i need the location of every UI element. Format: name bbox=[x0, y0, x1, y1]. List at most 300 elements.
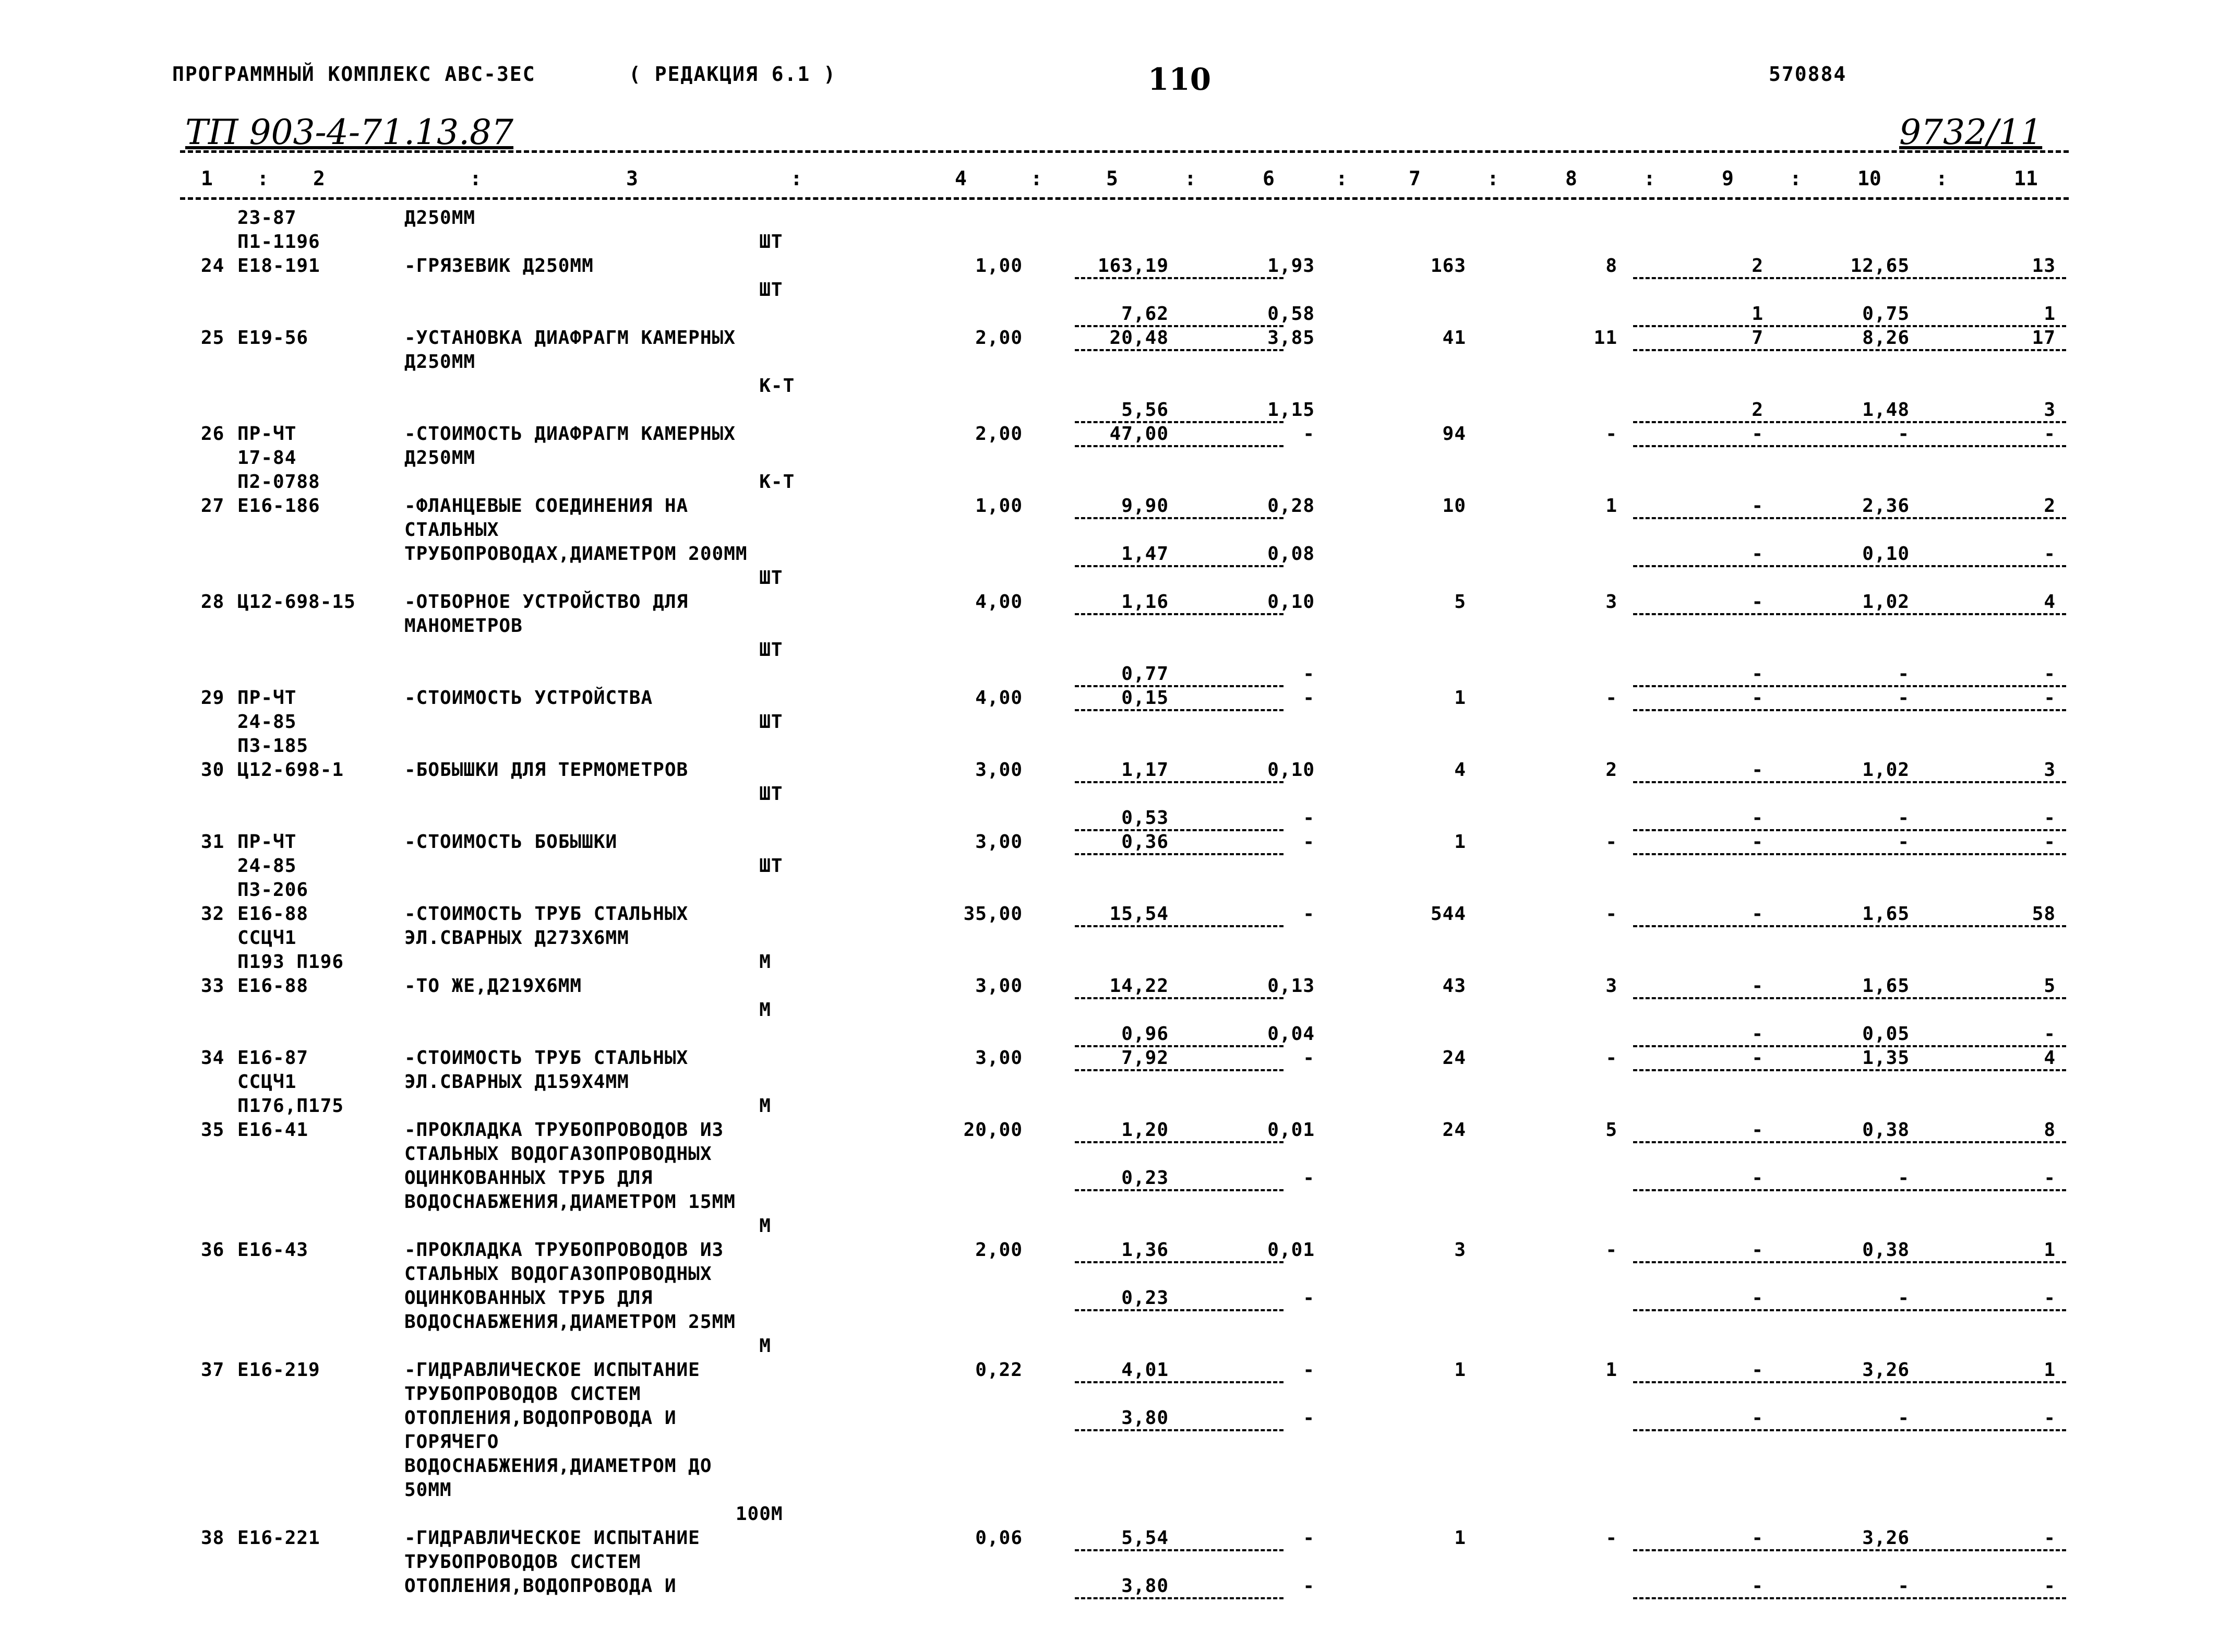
column-header-8: 8 bbox=[1565, 167, 1577, 190]
table-row bbox=[0, 638, 2219, 662]
cell-col-6: 0,01 bbox=[1267, 1119, 1315, 1141]
cell-col-6: - bbox=[1303, 1407, 1315, 1429]
cell-col-1: 38 bbox=[201, 1527, 225, 1549]
table-row bbox=[0, 830, 2219, 854]
cell-col-5: 20,48 bbox=[1109, 327, 1169, 349]
cell-col-10: - bbox=[1898, 687, 1910, 709]
cell-col-2: Ц12-698-15 bbox=[237, 591, 356, 613]
cell-col-5: 7,92 bbox=[1121, 1047, 1169, 1069]
cell-col-3: М bbox=[404, 999, 771, 1021]
cell-col-3: -ТО ЖЕ,Д219Х6ММ bbox=[404, 975, 582, 997]
cell-col-9: - bbox=[1752, 1167, 1764, 1189]
cell-col-10: - bbox=[1898, 1407, 1910, 1429]
column-header-11: 11 bbox=[2014, 167, 2038, 190]
cell-col-9: - bbox=[1752, 1023, 1764, 1045]
cell-col-5: 163,19 bbox=[1097, 255, 1169, 277]
column-header-10: 10 bbox=[1857, 167, 1881, 190]
cell-col-2: Е18-191 bbox=[237, 255, 320, 277]
cell-col-11: - bbox=[2044, 1407, 2056, 1429]
table-row bbox=[0, 1406, 2219, 1430]
cell-col-4: 20,00 bbox=[963, 1119, 1023, 1141]
cell-col-11: 1 bbox=[2044, 1239, 2056, 1261]
program-name: ПРОГРАММНЫЙ КОМПЛЕКС АВС-3ЕС bbox=[172, 63, 536, 86]
cell-col-3: ШТ bbox=[404, 783, 783, 805]
cell-col-7: 41 bbox=[1442, 327, 1466, 349]
cell-col-9: - bbox=[1752, 1407, 1764, 1429]
cell-col-10: - bbox=[1898, 663, 1910, 685]
table-row bbox=[0, 1382, 2219, 1406]
cell-col-5: 1,17 bbox=[1121, 759, 1169, 781]
cell-col-4: 0,06 bbox=[975, 1527, 1023, 1549]
cell-col-5: 5,56 bbox=[1121, 399, 1169, 421]
cell-col-6: - bbox=[1303, 1575, 1315, 1597]
table-row bbox=[0, 782, 2219, 806]
cell-col-11: - bbox=[2044, 1287, 2056, 1309]
cell-col-4: 2,00 bbox=[975, 327, 1023, 349]
cell-col-7: 4 bbox=[1454, 759, 1466, 781]
cell-col-6: 0,28 bbox=[1267, 495, 1315, 517]
cell-col-11: 17 bbox=[2032, 327, 2056, 349]
column-header-2: 2 bbox=[313, 167, 325, 190]
cell-col-9: 2 bbox=[1752, 255, 1764, 277]
cell-col-5: 15,54 bbox=[1109, 903, 1169, 925]
cell-col-4: 2,00 bbox=[975, 1239, 1023, 1261]
cell-col-4: 3,00 bbox=[975, 831, 1023, 853]
cell-col-2: П2-0788 bbox=[237, 471, 320, 493]
cell-col-11: - bbox=[2044, 423, 2056, 445]
cell-col-2: Е16-43 bbox=[237, 1239, 309, 1261]
column-header-row bbox=[0, 167, 2219, 193]
cell-col-10: - bbox=[1898, 1287, 1910, 1309]
table-row bbox=[0, 902, 2219, 926]
cell-col-1: 24 bbox=[201, 255, 225, 277]
cell-col-1: 29 bbox=[201, 687, 225, 709]
cell-col-2: 17-84 bbox=[237, 447, 297, 469]
cell-col-2: ССЦЧ1 bbox=[237, 1071, 297, 1093]
cell-col-1: 27 bbox=[201, 495, 225, 517]
table-row bbox=[0, 1502, 2219, 1526]
cell-col-5: 1,20 bbox=[1121, 1119, 1169, 1141]
cell-col-2: Е16-221 bbox=[237, 1527, 320, 1549]
cell-col-11: - bbox=[2044, 543, 2056, 565]
cell-col-10: - bbox=[1898, 1167, 1910, 1189]
cell-col-1: 34 bbox=[201, 1047, 225, 1069]
cell-col-9: - bbox=[1752, 1119, 1764, 1141]
cell-col-5: 14,22 bbox=[1109, 975, 1169, 997]
cell-col-10: 0,75 bbox=[1862, 303, 1910, 325]
table-row bbox=[0, 1094, 2219, 1118]
table-row bbox=[0, 542, 2219, 566]
table-row bbox=[0, 1550, 2219, 1574]
cell-col-3: -УСТАНОВКА ДИАФРАГМ КАМЕРНЫХ bbox=[404, 327, 736, 349]
table-row bbox=[0, 1238, 2219, 1262]
cell-col-10: - bbox=[1898, 807, 1910, 829]
cell-col-7: 24 bbox=[1442, 1047, 1466, 1069]
document-code: 570884 bbox=[1769, 63, 1847, 86]
cell-col-2: ПР-ЧТ bbox=[237, 423, 297, 445]
table-row bbox=[0, 566, 2219, 590]
cell-col-2: ПР-ЧТ bbox=[237, 687, 297, 709]
cell-col-4: 1,00 bbox=[975, 495, 1023, 517]
cell-col-4: 0,22 bbox=[975, 1359, 1023, 1381]
cell-col-7: 43 bbox=[1442, 975, 1466, 997]
cell-col-8: 3 bbox=[1605, 591, 1617, 613]
cell-col-3: ШТ bbox=[404, 711, 783, 733]
cell-col-3: -ГРЯЗЕВИК Д250ММ bbox=[404, 255, 594, 277]
cell-col-9: - bbox=[1752, 495, 1764, 517]
cell-col-3: 100М bbox=[404, 1503, 783, 1525]
cell-col-9: - bbox=[1752, 831, 1764, 853]
table-row bbox=[0, 278, 2219, 302]
cell-col-3: ОЦИНКОВАННЫХ ТРУБ ДЛЯ bbox=[404, 1167, 653, 1189]
cell-col-10: 1,48 bbox=[1862, 399, 1910, 421]
table-row bbox=[0, 206, 2219, 230]
cell-col-3: М bbox=[404, 1335, 771, 1357]
table-row bbox=[0, 950, 2219, 974]
table-row bbox=[0, 1334, 2219, 1358]
column-header-6: 6 bbox=[1263, 167, 1275, 190]
table-row bbox=[0, 230, 2219, 254]
cell-col-3: ОЦИНКОВАННЫХ ТРУБ ДЛЯ bbox=[404, 1287, 653, 1309]
table-row bbox=[0, 1046, 2219, 1070]
column-separator: : bbox=[257, 167, 269, 190]
cell-col-5: 0,96 bbox=[1121, 1023, 1169, 1045]
column-separator: : bbox=[1936, 167, 1948, 190]
cell-col-3: 50ММ bbox=[404, 1479, 452, 1501]
cell-col-2: 24-85 bbox=[237, 855, 297, 877]
cell-col-9: - bbox=[1752, 1575, 1764, 1597]
cell-col-9: - bbox=[1752, 663, 1764, 685]
cell-col-5: 3,80 bbox=[1121, 1575, 1169, 1597]
cell-col-1: 31 bbox=[201, 831, 225, 853]
table-row bbox=[0, 326, 2219, 350]
table-row bbox=[0, 1574, 2219, 1598]
cell-col-9: - bbox=[1752, 1047, 1764, 1069]
cell-col-5: 1,36 bbox=[1121, 1239, 1169, 1261]
cell-col-3: Д250ММ bbox=[404, 351, 476, 373]
cell-col-11: 1 bbox=[2044, 1359, 2056, 1381]
cell-col-11: - bbox=[2044, 1575, 2056, 1597]
cell-col-10: 2,36 bbox=[1862, 495, 1910, 517]
cell-col-5: 4,01 bbox=[1121, 1359, 1169, 1381]
cell-col-5: 0,23 bbox=[1121, 1167, 1169, 1189]
cell-col-2: П1-1196 bbox=[237, 231, 320, 253]
column-header-7: 7 bbox=[1409, 167, 1421, 190]
cell-col-6: 1,93 bbox=[1267, 255, 1315, 277]
table-row bbox=[0, 662, 2219, 686]
cell-col-9: - bbox=[1752, 1239, 1764, 1261]
cell-col-3: -ПРОКЛАДКА ТРУБОПРОВОДОВ ИЗ bbox=[404, 1239, 724, 1261]
cell-col-7: 5 bbox=[1454, 591, 1466, 613]
cell-col-3: ЭЛ.СВАРНЫХ Д273Х6ММ bbox=[404, 927, 629, 949]
table-row bbox=[0, 806, 2219, 830]
cell-col-8: - bbox=[1605, 423, 1617, 445]
table-row bbox=[0, 878, 2219, 902]
table-row bbox=[0, 1430, 2219, 1454]
cell-col-6: 3,85 bbox=[1267, 327, 1315, 349]
column-separator: : bbox=[790, 167, 802, 190]
table-row bbox=[0, 1118, 2219, 1142]
cell-col-2: Е16-41 bbox=[237, 1119, 309, 1141]
cell-col-6: 0,13 bbox=[1267, 975, 1315, 997]
table-row bbox=[0, 590, 2219, 614]
cell-col-2: Е16-87 bbox=[237, 1047, 309, 1069]
cell-col-5: 0,77 bbox=[1121, 663, 1169, 685]
subtotal-dash bbox=[1633, 1597, 2066, 1599]
cell-col-3: -СТОИМОСТЬ ТРУБ СТАЛЬНЫХ bbox=[404, 1047, 689, 1069]
table-row bbox=[0, 446, 2219, 470]
cell-col-8: - bbox=[1605, 831, 1617, 853]
cell-col-4: 35,00 bbox=[963, 903, 1023, 925]
table-row bbox=[0, 614, 2219, 638]
cell-col-6: 0,01 bbox=[1267, 1239, 1315, 1261]
cell-col-6: - bbox=[1303, 1167, 1315, 1189]
cell-col-2: П176,П175 bbox=[237, 1095, 344, 1117]
table-row bbox=[0, 1262, 2219, 1286]
cell-col-5: 1,16 bbox=[1121, 591, 1169, 613]
column-header-4: 4 bbox=[955, 167, 967, 190]
cell-col-7: 1 bbox=[1454, 1359, 1466, 1381]
table-row bbox=[0, 1454, 2219, 1478]
table-row bbox=[0, 1070, 2219, 1094]
document-number-handwritten: 9732/11 bbox=[1899, 112, 2043, 152]
cell-col-11: - bbox=[2044, 1167, 2056, 1189]
cell-col-2: Е16-186 bbox=[237, 495, 320, 517]
cell-col-8: - bbox=[1605, 1527, 1617, 1549]
cell-col-7: 10 bbox=[1442, 495, 1466, 517]
cell-col-3: ТРУБОПРОВОДОВ СИСТЕМ bbox=[404, 1551, 641, 1573]
cell-col-8: 8 bbox=[1605, 255, 1617, 277]
cell-col-9: - bbox=[1752, 423, 1764, 445]
cell-col-1: 28 bbox=[201, 591, 225, 613]
table-row bbox=[0, 1166, 2219, 1190]
cell-col-6: - bbox=[1303, 1047, 1315, 1069]
cell-col-7: 1 bbox=[1454, 687, 1466, 709]
edition-label: ( РЕДАКЦИЯ 6.1 ) bbox=[629, 63, 837, 86]
column-header-5: 5 bbox=[1106, 167, 1118, 190]
cell-col-3: М bbox=[404, 951, 771, 973]
cell-col-3: СТАЛЬНЫХ bbox=[404, 519, 499, 541]
cell-col-2: Е16-88 bbox=[237, 975, 309, 997]
cell-col-6: - bbox=[1303, 663, 1315, 685]
cell-col-3: -ГИДРАВЛИЧЕСКОЕ ИСПЫТАНИЕ bbox=[404, 1527, 700, 1549]
cell-col-3: ШТ bbox=[404, 855, 783, 877]
table-row bbox=[0, 1478, 2219, 1502]
cell-col-10: - bbox=[1898, 423, 1910, 445]
cell-col-3: ЭЛ.СВАРНЫХ Д159Х4ММ bbox=[404, 1071, 629, 1093]
table-row bbox=[0, 854, 2219, 878]
table-row bbox=[0, 758, 2219, 782]
cell-col-7: 24 bbox=[1442, 1119, 1466, 1141]
column-separator: : bbox=[1030, 167, 1042, 190]
cell-col-3: -ГИДРАВЛИЧЕСКОЕ ИСПЫТАНИЕ bbox=[404, 1359, 700, 1381]
column-separator: : bbox=[1644, 167, 1656, 190]
cell-col-11: - bbox=[2044, 1023, 2056, 1045]
cell-col-1: 30 bbox=[201, 759, 225, 781]
cell-col-9: - bbox=[1752, 591, 1764, 613]
cell-col-3: К-Т bbox=[404, 471, 795, 493]
cell-col-4: 2,00 bbox=[975, 423, 1023, 445]
cell-col-9: - bbox=[1752, 903, 1764, 925]
cell-col-5: 0,53 bbox=[1121, 807, 1169, 829]
document-id-handwritten: ТП 903-4-71.13.87 bbox=[185, 112, 514, 152]
cell-col-11: 2 bbox=[2044, 495, 2056, 517]
cell-col-11: - bbox=[2044, 663, 2056, 685]
cell-col-10: 1,02 bbox=[1862, 591, 1910, 613]
table-row bbox=[0, 998, 2219, 1022]
cell-col-3: М bbox=[404, 1095, 771, 1117]
cell-col-11: - bbox=[2044, 807, 2056, 829]
cell-col-1: 33 bbox=[201, 975, 225, 997]
page-number: 110 bbox=[1148, 62, 1212, 97]
cell-col-2: Ц12-698-1 bbox=[237, 759, 344, 781]
cell-col-8: 1 bbox=[1605, 495, 1617, 517]
cell-col-5: 47,00 bbox=[1109, 423, 1169, 445]
cell-col-2: ПР-ЧТ bbox=[237, 831, 297, 853]
table-row bbox=[0, 1358, 2219, 1382]
cell-col-2: Е16-219 bbox=[237, 1359, 320, 1381]
cell-col-9: - bbox=[1752, 1359, 1764, 1381]
table-row bbox=[0, 518, 2219, 542]
table-row bbox=[0, 302, 2219, 326]
cell-col-11: 5 bbox=[2044, 975, 2056, 997]
cell-col-6: - bbox=[1303, 423, 1315, 445]
cell-col-4: 3,00 bbox=[975, 759, 1023, 781]
cell-col-3: ГОРЯЧЕГО bbox=[404, 1431, 499, 1453]
cell-col-3: Д250ММ bbox=[404, 207, 476, 229]
subtotal-dash bbox=[1075, 1597, 1284, 1599]
cell-col-1: 37 bbox=[201, 1359, 225, 1381]
cell-col-5: 7,62 bbox=[1121, 303, 1169, 325]
cell-col-3: СТАЛЬНЫХ ВОДОГАЗОПРОВОДНЫХ bbox=[404, 1263, 712, 1285]
column-separator: : bbox=[1487, 167, 1499, 190]
cell-col-10: 3,26 bbox=[1862, 1527, 1910, 1549]
cell-col-10: 1,35 bbox=[1862, 1047, 1910, 1069]
column-separator: : bbox=[470, 167, 482, 190]
cell-col-2: П3-185 bbox=[237, 735, 309, 757]
column-header-9: 9 bbox=[1722, 167, 1734, 190]
cell-col-3: -БОБЫШКИ ДЛЯ ТЕРМОМЕТРОВ bbox=[404, 759, 689, 781]
cell-col-3: ШТ bbox=[404, 639, 783, 661]
cell-col-6: - bbox=[1303, 1287, 1315, 1309]
cell-col-3: ВОДОСНАБЖЕНИЯ,ДИАМЕТРОМ ДО bbox=[404, 1455, 712, 1477]
cell-col-3: ТРУБОПРОВОДАХ,ДИАМЕТРОМ 200ММ bbox=[404, 543, 748, 565]
cell-col-6: 0,58 bbox=[1267, 303, 1315, 325]
cell-col-11: - bbox=[2044, 687, 2056, 709]
cell-col-11: 4 bbox=[2044, 591, 2056, 613]
cell-col-6: - bbox=[1303, 903, 1315, 925]
column-header-1: 1 bbox=[201, 167, 213, 190]
cell-col-3: М bbox=[404, 1215, 771, 1237]
cell-col-1: 25 bbox=[201, 327, 225, 349]
cell-col-2: 23-87 bbox=[237, 207, 297, 229]
table-row bbox=[0, 1214, 2219, 1238]
cell-col-10: 1,65 bbox=[1862, 903, 1910, 925]
table-row bbox=[0, 710, 2219, 734]
cell-col-3: -ОТБОРНОЕ УСТРОЙСТВО ДЛЯ bbox=[404, 591, 689, 613]
cell-col-11: 3 bbox=[2044, 759, 2056, 781]
table-row bbox=[0, 1310, 2219, 1334]
cell-col-3: -СТОИМОСТЬ ТРУБ СТАЛЬНЫХ bbox=[404, 903, 689, 925]
cell-col-2: Е19-56 bbox=[237, 327, 309, 349]
cell-col-3: ТРУБОПРОВОДОВ СИСТЕМ bbox=[404, 1383, 641, 1405]
cell-col-6: 0,08 bbox=[1267, 543, 1315, 565]
table-row bbox=[0, 1190, 2219, 1214]
cell-col-8: - bbox=[1605, 1047, 1617, 1069]
cell-col-7: 3 bbox=[1454, 1239, 1466, 1261]
cell-col-7: 1 bbox=[1454, 831, 1466, 853]
column-header-3: 3 bbox=[626, 167, 638, 190]
table-row bbox=[0, 374, 2219, 398]
cell-col-10: - bbox=[1898, 1575, 1910, 1597]
table-row bbox=[0, 398, 2219, 422]
cell-col-3: ШТ bbox=[404, 567, 783, 589]
cell-col-10: 12,65 bbox=[1850, 255, 1910, 277]
cell-col-2: 24-85 bbox=[237, 711, 297, 733]
cell-col-2: П193 П196 bbox=[237, 951, 344, 973]
table-row bbox=[0, 734, 2219, 758]
cell-col-3: ШТ bbox=[404, 231, 783, 253]
cell-col-4: 3,00 bbox=[975, 1047, 1023, 1069]
cell-col-4: 3,00 bbox=[975, 975, 1023, 997]
cell-col-5: 9,90 bbox=[1121, 495, 1169, 517]
cell-col-5: 0,23 bbox=[1121, 1287, 1169, 1309]
table-row bbox=[0, 422, 2219, 446]
table-row bbox=[0, 470, 2219, 494]
cell-col-1: 35 bbox=[201, 1119, 225, 1141]
cell-col-4: 1,00 bbox=[975, 255, 1023, 277]
cell-col-1: 26 bbox=[201, 423, 225, 445]
cell-col-3: -ПРОКЛАДКА ТРУБОПРОВОДОВ ИЗ bbox=[404, 1119, 724, 1141]
table-row bbox=[0, 1142, 2219, 1166]
cell-col-7: 94 bbox=[1442, 423, 1466, 445]
cell-col-10: 0,38 bbox=[1862, 1239, 1910, 1261]
cell-col-6: 0,10 bbox=[1267, 591, 1315, 613]
cell-col-9: - bbox=[1752, 759, 1764, 781]
cell-col-9: 2 bbox=[1752, 399, 1764, 421]
cell-col-3: СТАЛЬНЫХ ВОДОГАЗОПРОВОДНЫХ bbox=[404, 1143, 712, 1165]
cell-col-10: 3,26 bbox=[1862, 1359, 1910, 1381]
cell-col-7: 163 bbox=[1430, 255, 1466, 277]
cell-col-9: - bbox=[1752, 543, 1764, 565]
table-row bbox=[0, 350, 2219, 374]
table-row bbox=[0, 1526, 2219, 1550]
table-row bbox=[0, 1286, 2219, 1310]
cell-col-1: 36 bbox=[201, 1239, 225, 1261]
cell-col-8: 2 bbox=[1605, 759, 1617, 781]
header-rule bbox=[180, 197, 2069, 200]
cell-col-3: ОТОПЛЕНИЯ,ВОДОПРОВОДА И bbox=[404, 1575, 677, 1597]
cell-col-10: 0,10 bbox=[1862, 543, 1910, 565]
cell-col-11: 8 bbox=[2044, 1119, 2056, 1141]
cell-col-2: ССЦЧ1 bbox=[237, 927, 297, 949]
cell-col-3: К-Т bbox=[404, 375, 795, 397]
cell-col-8: - bbox=[1605, 903, 1617, 925]
column-separator: : bbox=[1336, 167, 1348, 190]
cell-col-8: 5 bbox=[1605, 1119, 1617, 1141]
cell-col-3: -ФЛАНЦЕВЫЕ СОЕДИНЕНИЯ НА bbox=[404, 495, 689, 517]
cell-col-10: - bbox=[1898, 831, 1910, 853]
cell-col-9: - bbox=[1752, 687, 1764, 709]
cell-col-3: Д250ММ bbox=[404, 447, 476, 469]
cell-col-11: 3 bbox=[2044, 399, 2056, 421]
cell-col-3: -СТОИМОСТЬ УСТРОЙСТВА bbox=[404, 687, 653, 709]
cell-col-5: 0,15 bbox=[1121, 687, 1169, 709]
column-separator: : bbox=[1790, 167, 1802, 190]
cell-col-5: 5,54 bbox=[1121, 1527, 1169, 1549]
cell-col-6: 1,15 bbox=[1267, 399, 1315, 421]
cell-col-8: 1 bbox=[1605, 1359, 1617, 1381]
